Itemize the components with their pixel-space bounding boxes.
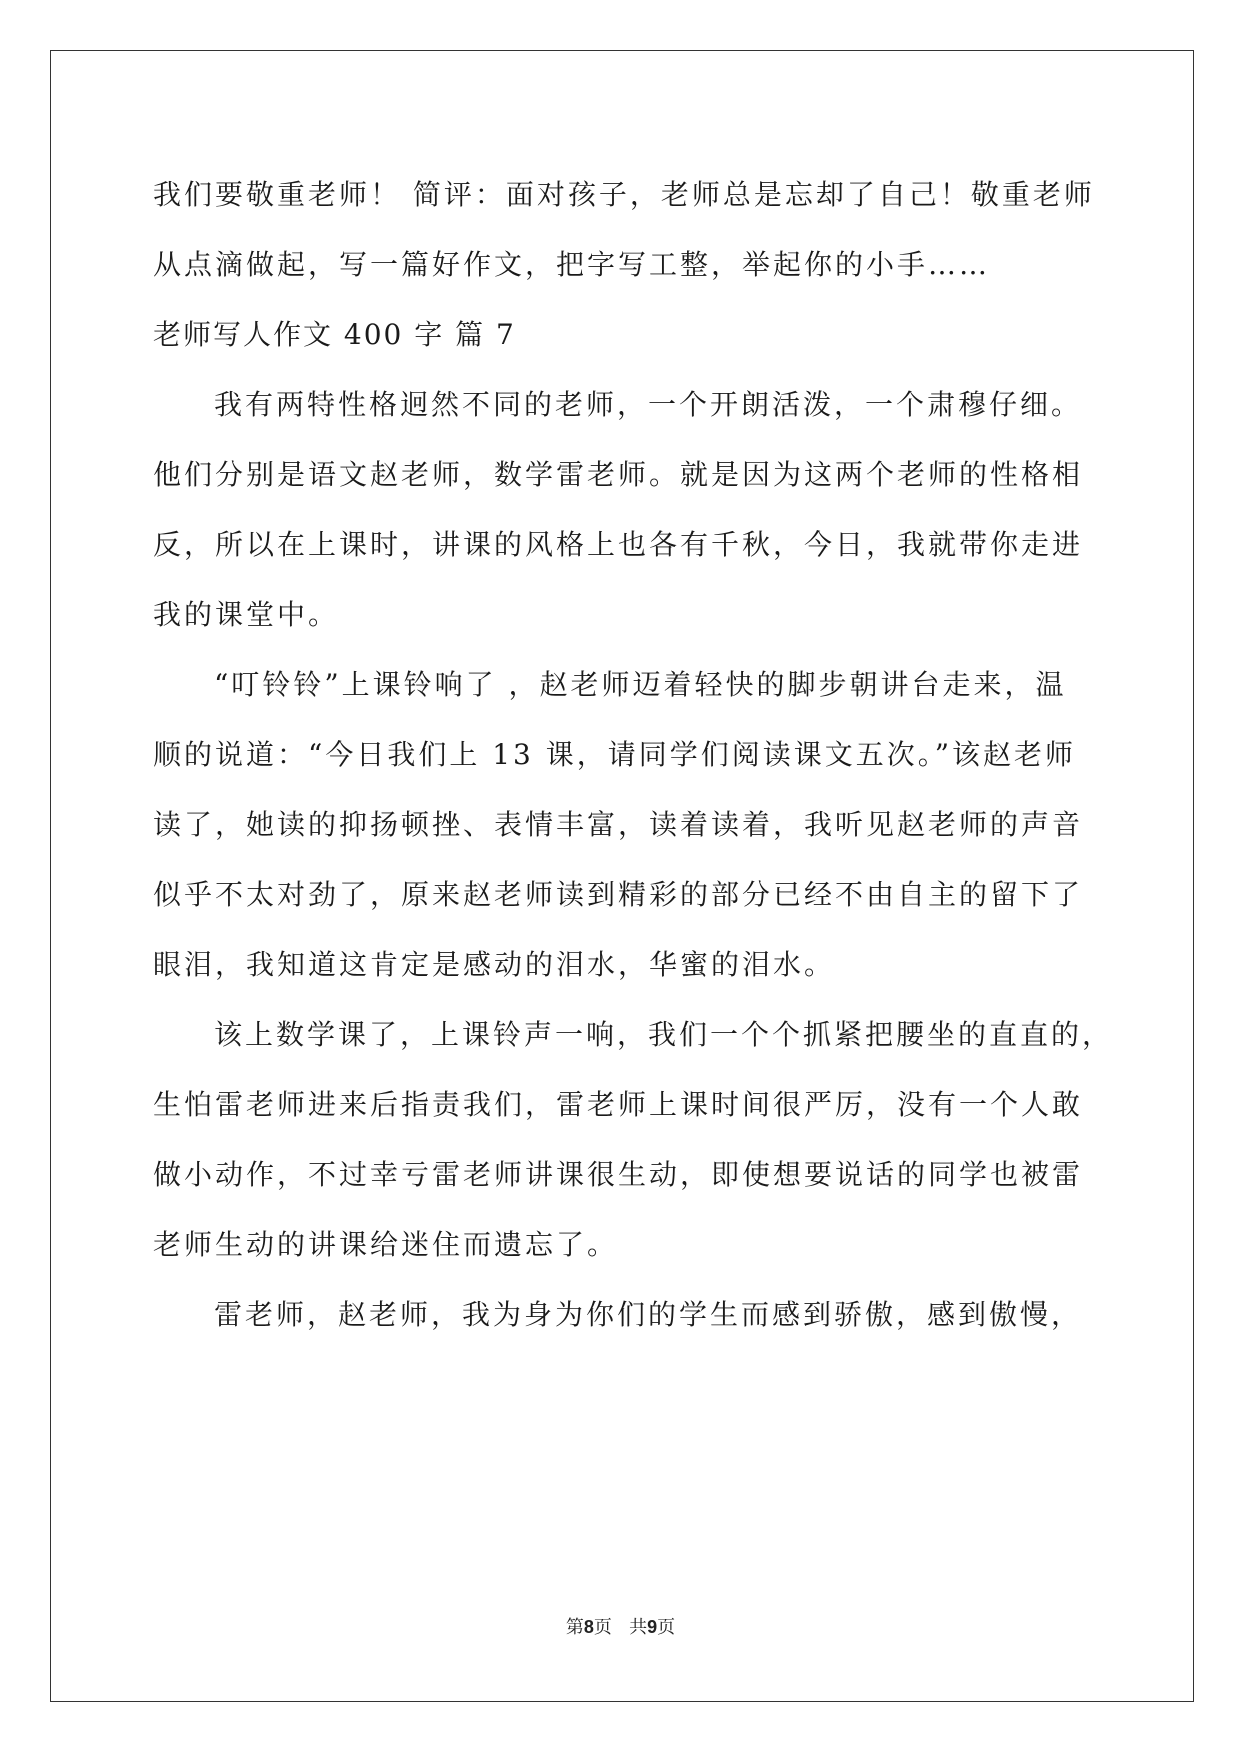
total-unit: 页	[657, 1617, 676, 1638]
paragraph-start-line: “叮铃铃”上课铃响了 ，赵老师迈着轻快的脚步朝讲台走来，温	[214, 668, 1067, 701]
paragraph-start-line: 该上数学课了，上课铃声一响，我们一个个抓紧把腰坐的直直的，	[214, 1018, 1114, 1051]
body-line: 老师生动的讲课给迷住而遗忘了。	[153, 1228, 619, 1261]
page-prefix: 第	[565, 1617, 584, 1638]
page-unit: 页	[593, 1617, 612, 1638]
paragraph-start-line: 雷老师，赵老师，我为身为你们的学生而感到骄傲，感到傲慢，	[214, 1298, 1083, 1331]
document-body	[153, 160, 1114, 1350]
body-line: 眼泪，我知道这肯定是感动的泪水，华蜜的泪水。	[153, 948, 836, 981]
page-footer	[0, 1613, 1241, 1639]
body-line: 从点滴做起，写一篇好作文，把字写工整，举起你的小手……	[153, 248, 991, 281]
current-page-number: 8	[583, 1617, 594, 1637]
body-line: 他们分别是语文赵老师，数学雷老师。就是因为这两个老师的性格相	[153, 458, 1084, 491]
body-line: 我们要敬重老师！ 简评：面对孩子，老师总是忘却了自己！敬重老师	[153, 178, 1095, 211]
paragraph-start-line: 我有两特性格迥然不同的老师，一个开朗活泼，一个肃穆仔细。	[214, 388, 1083, 421]
body-line: 生怕雷老师进来后指责我们，雷老师上课时间很严厉，没有一个人敢	[153, 1088, 1084, 1121]
body-line: 反，所以在上课时，讲课的风格上也各有千秋，今日，我就带你走进	[153, 528, 1084, 561]
total-prefix: 共	[629, 1617, 648, 1638]
body-line: 读了，她读的抑扬顿挫、表情丰富，读着读着，我听见赵老师的声音	[153, 808, 1084, 841]
body-line: 我的课堂中。	[153, 598, 340, 631]
body-line: 顺的说道：“今日我们上 13 课，请同学们阅读课文五次。”该赵老师	[153, 738, 1077, 771]
body-line: 似乎不太对劲了，原来赵老师读到精彩的部分已经不由自主的留下了	[153, 878, 1084, 911]
total-page-number: 9	[647, 1617, 658, 1637]
body-line: 做小动作，不过幸亏雷老师讲课很生动，即使想要说话的同学也被雷	[153, 1158, 1084, 1191]
section-heading: 老师写人作文 400 字 篇 7	[153, 318, 516, 351]
